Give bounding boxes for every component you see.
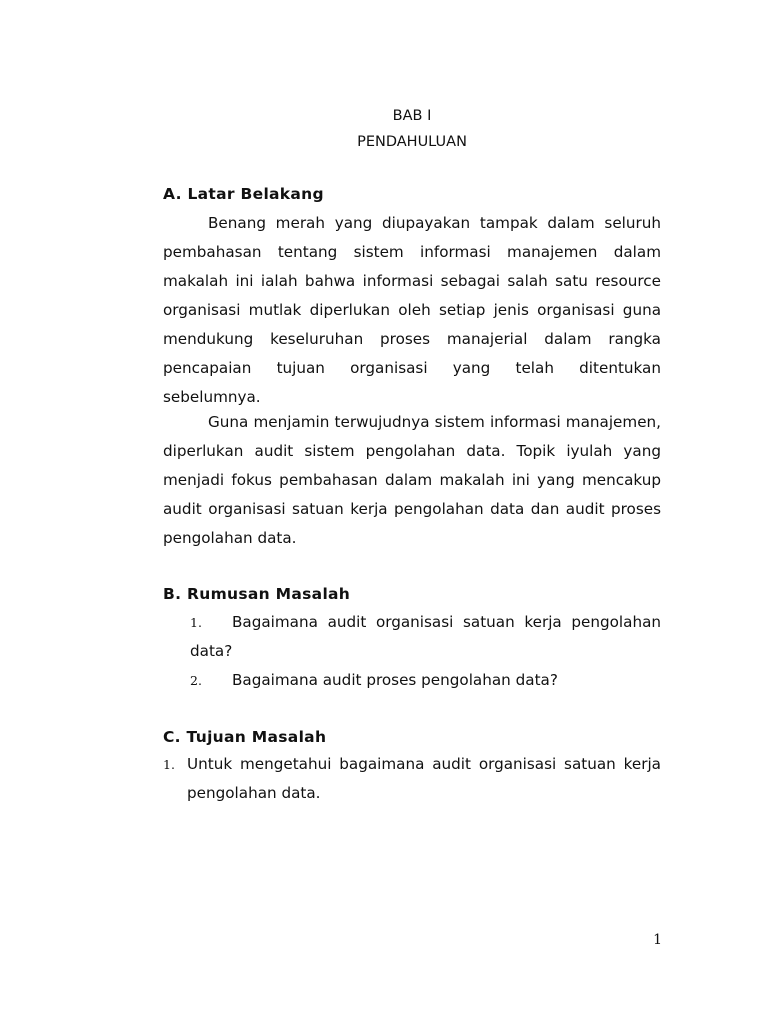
rumusan-masalah-list	[190, 608, 661, 695]
chapter-number: BAB I	[392, 108, 432, 124]
list-item	[190, 666, 661, 695]
list-item	[190, 608, 661, 666]
paragraph-latar-belakang-1: Benang merah yang diupayakan tampak dalam seluruh pembahasan tentang sistem informasi manajemen dalam makalah ini ialah bahwa informasi sebagai salah satu resource organisasi mutlak diperlukan oleh setiap jenis organisasi guna mendukung keseluruhan proses manajerial dalam rangka pencapaian tujuan organisasi yang telah ditentukan sebelumnya.	[163, 214, 661, 406]
list-item-text: Bagaimana audit proses pengolahan data?	[232, 671, 558, 689]
list-item	[163, 750, 661, 808]
paragraph-latar-belakang-2: Guna menjamin terwujudnya sistem informasi manajemen, diperlukan audit sistem pengolahan data. Topik iyulah yang menjadi fokus pembahasan dalam makalah ini yang mencakup audit organisasi satuan kerja pengolahan data dan audit proses pengolahan data.	[163, 413, 661, 547]
section-heading-tujuan-masalah: C. Tujuan Masalah	[163, 728, 327, 746]
list-item-text: Untuk mengetahui bagaimana audit organisasi satuan kerja pengolahan data.	[187, 755, 661, 802]
list-marker: 1.	[163, 757, 175, 772]
list-marker: 1.	[190, 615, 202, 630]
chapter-title: PENDAHULUAN	[357, 134, 467, 150]
section-heading-latar-belakang: A. Latar Belakang	[163, 185, 324, 203]
section-heading-rumusan-masalah: B. Rumusan Masalah	[163, 585, 351, 603]
list-marker: 2.	[190, 673, 202, 688]
tujuan-masalah-list	[163, 750, 661, 808]
list-item-text: Bagaimana audit organisasi satuan kerja pengolahan data?	[190, 613, 661, 660]
page-number: 1	[653, 932, 662, 948]
